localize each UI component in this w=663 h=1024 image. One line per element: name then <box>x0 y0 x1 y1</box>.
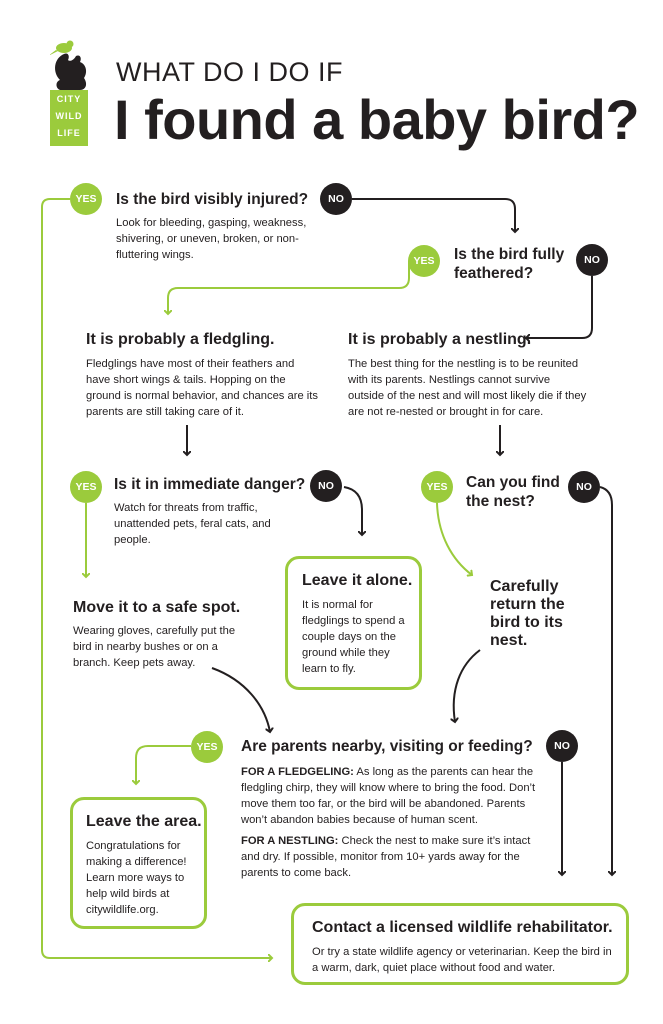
leave-area-text: Congratulations for making a difference! Learn more ways to help wild birds at citywildlife.org. <box>86 840 187 916</box>
logo-text-life: LIFE <box>57 128 81 138</box>
nest-yes-badge: YES <box>421 471 453 503</box>
connector-safespot-parents <box>212 668 270 732</box>
connector-parents-yes <box>136 746 191 784</box>
injured-no-badge: NO <box>320 183 352 215</box>
nestling-heading: It is probably a nestling. <box>348 331 532 348</box>
page-title: I found a baby bird? <box>114 88 640 151</box>
fledgeling-note-text: As long as the parents can hear the fledgling chirp, they will know where to bring the food. Don’t move them too far, or the bird will be abandoned. Parents won’t abandon babies because of human scent. <box>241 766 536 826</box>
logo-text-wild: WILD <box>55 111 83 121</box>
connector-feathered-yes <box>168 261 409 314</box>
feathered-yes-badge: YES <box>408 245 440 277</box>
danger-no-badge: NO <box>310 470 342 502</box>
page-subtitle: WHAT DO I DO IF <box>116 57 343 87</box>
leave-alone-heading: Leave it alone. <box>302 572 413 589</box>
injured-yes-badge: YES <box>70 183 102 215</box>
parents-fledgeling-note <box>241 764 541 828</box>
connector-injured-no <box>352 199 515 232</box>
connector-nest-no <box>600 487 612 875</box>
leave-area-heading: Leave the area. <box>86 813 202 830</box>
nest-question: Can you find the nest? <box>466 474 560 510</box>
feathered-question: Is the bird fully feathered? <box>454 246 565 282</box>
danger-yes-badge: YES <box>70 471 102 503</box>
injured-text: Look for bleeding, gasping, weakness, shivering, or uneven, broken, or non-fluttering wings. <box>116 217 307 261</box>
parents-yes-badge: YES <box>191 731 223 763</box>
fledgling-heading: It is probably a fledgling. <box>86 331 275 348</box>
fledgling-text: Fledglings have most of their feathers and have short wings & tails. Hopping on the ground is normal behavior, and chances are its parents are still taking care of it. <box>86 358 318 418</box>
contact-text: Or try a state wildlife agency or veterinarian. Keep the bird in a warm, dark, quiet place without food and water. <box>312 946 612 974</box>
safe-spot-text: Wearing gloves, carefully put the bird in nearby bushes or on a branch. Keep pets away. <box>73 625 236 669</box>
fledgeling-lead: FOR A FLEDGELING: <box>241 766 354 778</box>
parents-nestling-note <box>241 833 541 881</box>
logo-text-city: CITY <box>56 94 82 104</box>
connector-feathered-no <box>526 276 592 338</box>
leave-area-box <box>70 797 207 929</box>
parents-no-badge: NO <box>546 730 578 762</box>
contact-heading: Contact a licensed wildlife rehabilitator. <box>312 919 613 936</box>
nestling-text: The best thing for the nestling is to be reunited with its parents. Nestlings cannot survive outside of the nest and will most likely die if they are not re-nested or brought in for care. <box>348 358 587 418</box>
parents-question: Are parents nearby, visiting or feeding? <box>241 738 533 755</box>
injured-question: Is the bird visibly injured? <box>116 191 309 208</box>
feathered-no-badge: NO <box>576 244 608 276</box>
danger-question: Is it in immediate danger? <box>114 476 306 493</box>
contact-box <box>291 903 629 985</box>
return-nest-heading: Carefully return the bird to its nest. <box>490 578 565 649</box>
bird-squirrel-logo-icon <box>50 38 90 98</box>
nest-no-badge: NO <box>568 471 600 503</box>
connector-return-parents <box>454 650 480 722</box>
danger-text: Watch for threats from traffic, unattended pets, feral cats, and people. <box>114 502 271 546</box>
connector-danger-no <box>344 487 362 535</box>
safe-spot-heading: Move it to a safe spot. <box>73 599 241 616</box>
nestling-note-text: Check the nest to make sure it’s intact and dry. If possible, monitor from 10+ yards away for the parents to come back. <box>241 835 531 879</box>
leave-alone-text: It is normal for fledglings to spend a couple days on the ground while they learn to fly. <box>302 599 405 675</box>
connector-nest-yes <box>437 503 472 575</box>
logo <box>50 38 90 148</box>
leave-alone-box <box>285 556 422 690</box>
nestling-lead: FOR A NESTLING: <box>241 835 339 847</box>
